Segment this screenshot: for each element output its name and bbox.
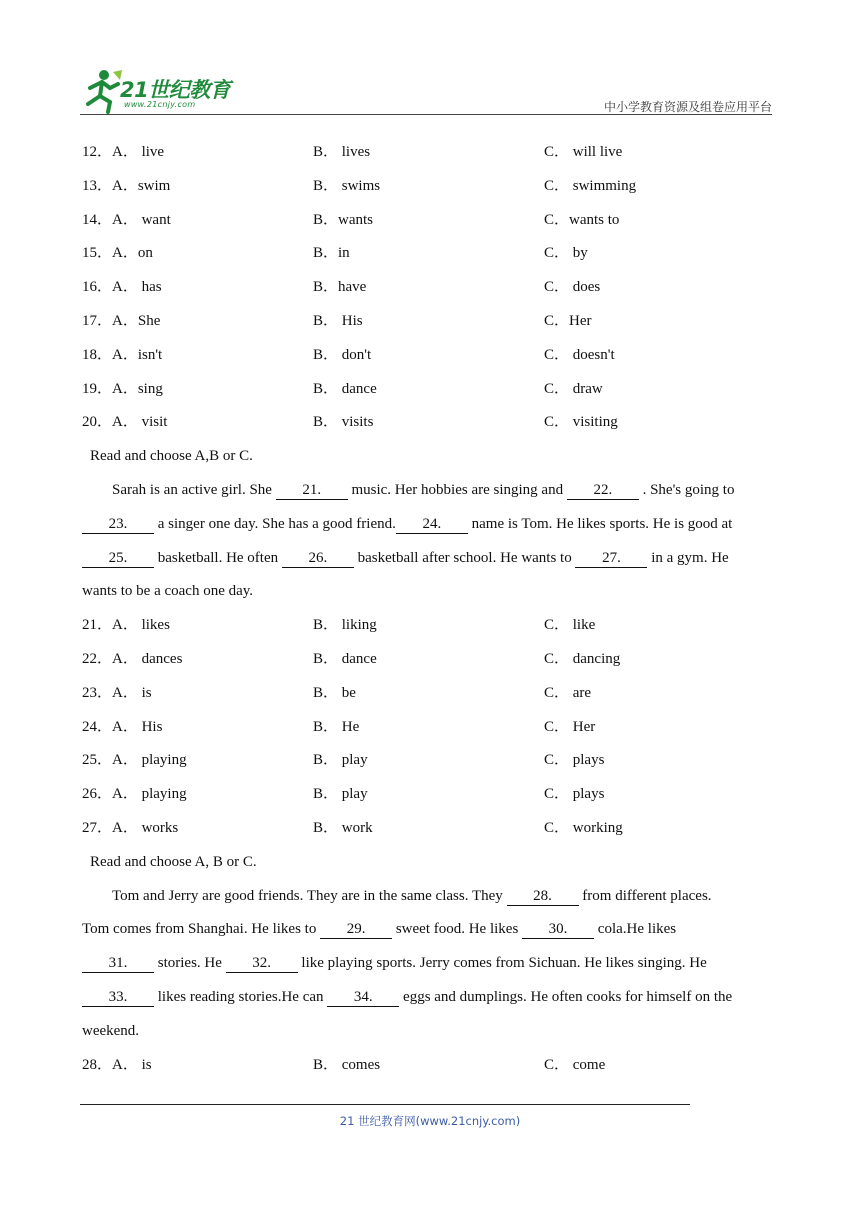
option-c[interactable]: C．wants to xyxy=(544,211,620,228)
answer-blank[interactable]: 27. xyxy=(575,549,647,568)
option-c[interactable]: C．Her xyxy=(544,312,592,329)
passage-line xyxy=(82,981,782,1015)
option-a-cell xyxy=(82,271,162,305)
answer-blank[interactable]: 34. xyxy=(327,988,399,1007)
passage-line xyxy=(82,1015,782,1049)
question-row xyxy=(82,609,782,643)
passage-text: name is Tom. He likes sports. He is good at xyxy=(467,515,733,532)
exam-content xyxy=(82,136,782,1082)
question-number: 12． xyxy=(82,144,113,160)
option-b[interactable]: B． He xyxy=(313,718,360,735)
passage-line xyxy=(82,913,782,947)
option-a-cell xyxy=(82,643,182,677)
option-a-text[interactable]: A． playing xyxy=(112,786,187,803)
option-a-text[interactable]: A．isn't xyxy=(112,346,163,363)
option-a-text[interactable]: A． visit xyxy=(112,414,168,431)
logo-url: www.21cnjy.com xyxy=(124,100,196,109)
option-c[interactable]: C． working xyxy=(544,819,623,836)
option-a-text[interactable]: A．She xyxy=(112,312,161,329)
passage-text: basketball after school. He wants to xyxy=(353,549,576,566)
option-a-cell xyxy=(82,305,160,339)
question-row xyxy=(82,812,782,846)
passage-text: music. Her hobbies are singing and xyxy=(347,481,567,498)
passage-text: likes reading stories.He can xyxy=(154,988,328,1005)
option-c[interactable]: C． Her xyxy=(544,718,596,735)
question-number: 20． xyxy=(82,414,113,431)
option-a-cell xyxy=(82,677,152,711)
option-b[interactable]: B．in xyxy=(313,245,350,262)
passage-sarah xyxy=(82,474,782,609)
passage-tom-jerry xyxy=(82,880,782,1049)
option-b[interactable]: B． work xyxy=(313,819,373,836)
question-number: 15． xyxy=(82,245,113,262)
passage-text: a singer one day. She has a good friend. xyxy=(154,515,396,532)
question-row xyxy=(82,643,782,677)
question-number: 27． xyxy=(82,819,113,836)
passage-line xyxy=(82,474,782,508)
option-c[interactable]: C． draw xyxy=(544,380,603,397)
option-a-text[interactable]: A．swim xyxy=(112,177,171,194)
question-row xyxy=(82,237,782,271)
passage-text: from different places. xyxy=(578,887,712,904)
option-b[interactable]: B． don't xyxy=(313,346,372,363)
question-row xyxy=(82,373,782,407)
question-row xyxy=(82,677,782,711)
answer-blank[interactable]: 25. xyxy=(82,549,154,568)
question-row xyxy=(82,170,782,204)
option-a-cell xyxy=(82,778,187,812)
answer-blank[interactable]: 21. xyxy=(276,481,348,500)
option-c[interactable]: C． plays xyxy=(544,752,605,769)
question-number: 23． xyxy=(82,684,113,701)
footer-text: 21 世纪教育网(www.21cnjy.com) xyxy=(339,1114,521,1128)
question-row xyxy=(82,744,782,778)
option-b[interactable]: B． be xyxy=(313,684,356,701)
passage-line xyxy=(82,575,782,609)
passage-text: stories. He xyxy=(154,955,226,972)
question-number: 26． xyxy=(82,786,113,803)
option-b[interactable]: B． play xyxy=(313,752,368,769)
question-row xyxy=(82,136,782,170)
option-a-text[interactable]: A． want xyxy=(112,211,171,228)
option-a-cell xyxy=(82,711,162,745)
answer-blank[interactable]: 23. xyxy=(82,515,154,534)
passage-text: cola.He likes xyxy=(594,921,677,938)
passage-text: Sarah is an active girl. She xyxy=(112,481,276,498)
option-c[interactable]: C． dancing xyxy=(544,650,621,667)
passage-text: weekend. xyxy=(82,1022,140,1039)
option-a-cell xyxy=(82,170,170,204)
answer-blank[interactable]: 24. xyxy=(396,515,468,534)
answer-blank[interactable]: 32. xyxy=(226,954,298,973)
option-c[interactable]: C． like xyxy=(544,617,596,634)
passage-line xyxy=(82,947,782,981)
logo xyxy=(80,68,250,114)
answer-blank[interactable]: 31. xyxy=(82,954,154,973)
option-b[interactable]: B．wants xyxy=(313,211,374,228)
passage-text: sweet food. He likes xyxy=(392,921,523,938)
question-number: 25． xyxy=(82,752,113,769)
option-b[interactable]: B． dance xyxy=(313,650,377,667)
option-b[interactable]: B． lives xyxy=(313,144,371,160)
option-a-text[interactable]: A．on xyxy=(112,245,153,262)
question-number: 21． xyxy=(82,617,113,634)
runner-logo-icon xyxy=(80,68,124,114)
answer-blank[interactable]: 28. xyxy=(507,887,579,906)
option-a-text[interactable]: A． is xyxy=(112,1056,152,1073)
logo-text: 21世纪教育 xyxy=(120,78,231,102)
answer-blank[interactable]: 26. xyxy=(282,549,354,568)
option-c[interactable]: C． doesn't xyxy=(544,346,615,363)
option-b[interactable]: B．have xyxy=(313,279,367,296)
question-row xyxy=(82,339,782,373)
question-row xyxy=(82,778,782,812)
passage-line xyxy=(82,542,782,576)
option-a-text[interactable]: A． His xyxy=(112,718,163,735)
passage-text: basketball. He often xyxy=(154,549,282,566)
section-title: Read and choose A,B or C. xyxy=(90,448,253,465)
passage-text: in a gym. He xyxy=(647,549,729,566)
option-c[interactable]: C． by xyxy=(544,245,588,262)
question-number: 14． xyxy=(82,211,113,228)
option-a-text[interactable]: A． has xyxy=(112,279,162,296)
option-b[interactable]: B． visits xyxy=(313,414,374,431)
option-a-text[interactable]: A． works xyxy=(112,819,179,836)
question-row xyxy=(82,1049,782,1083)
passage-line xyxy=(82,508,782,542)
option-b[interactable]: B． play xyxy=(313,786,368,803)
answer-blank[interactable]: 22. xyxy=(567,481,639,500)
answer-blank[interactable]: 29. xyxy=(320,920,392,939)
question-number: 22． xyxy=(82,650,113,667)
passage-text: wants to be a coach one day. xyxy=(82,583,254,600)
option-a-text[interactable]: A． dances xyxy=(112,650,183,667)
question-number: 17． xyxy=(82,312,113,329)
question-number: 28． xyxy=(82,1056,113,1073)
question-row xyxy=(82,271,782,305)
passage-text: eggs and dumplings. He often cooks for himself on the xyxy=(399,988,733,1005)
option-a-cell xyxy=(82,812,178,846)
passage-text: Tom comes from Shanghai. He likes to xyxy=(82,921,321,938)
options-group-28 xyxy=(82,1049,782,1083)
option-a-cell xyxy=(82,406,167,440)
options-group-21-27 xyxy=(82,609,782,846)
option-a-cell xyxy=(82,339,162,373)
option-a-cell xyxy=(82,136,164,170)
question-row xyxy=(82,305,782,339)
passage-line xyxy=(82,880,782,914)
page-header xyxy=(80,64,772,116)
option-a-cell xyxy=(82,744,187,778)
option-a-text[interactable]: A． likes xyxy=(112,617,170,634)
option-b[interactable]: B． liking xyxy=(313,617,377,634)
option-a-cell xyxy=(82,237,153,271)
question-number: 16． xyxy=(82,279,113,296)
option-b[interactable]: B． dance xyxy=(313,380,377,397)
option-b[interactable]: B． swims xyxy=(313,177,381,194)
header-divider xyxy=(80,114,772,115)
passage-text: like playing sports. Jerry comes from Sichuan. He likes singing. He xyxy=(297,955,707,972)
option-a-cell xyxy=(82,204,171,238)
option-b[interactable]: B． His xyxy=(313,312,363,329)
option-a-cell xyxy=(82,1049,152,1083)
passage-text: Tom and Jerry are good friends. They are in the same class. They xyxy=(112,887,507,904)
option-a-cell xyxy=(82,609,170,643)
option-c[interactable]: C． will live xyxy=(544,144,623,160)
section-title: Read and choose A, B or C. xyxy=(90,853,257,870)
options-group-12-20 xyxy=(82,136,782,440)
option-b[interactable]: B． comes xyxy=(313,1056,381,1073)
option-a-text[interactable]: A． is xyxy=(112,684,152,701)
question-row xyxy=(82,204,782,238)
question-number: 18． xyxy=(82,346,113,363)
question-number: 13． xyxy=(82,177,113,194)
question-number: 24． xyxy=(82,718,113,735)
option-c[interactable]: C． come xyxy=(544,1056,606,1073)
option-c[interactable]: C． swimming xyxy=(544,177,637,194)
option-a-text[interactable]: A． playing xyxy=(112,752,187,769)
passage-text: . She's going to xyxy=(638,481,735,498)
option-c[interactable]: C． are xyxy=(544,684,592,701)
footer-divider xyxy=(80,1104,690,1105)
question-row xyxy=(82,711,782,745)
header-platform-text: 中小学教育资源及组卷应用平台 xyxy=(603,100,772,114)
option-a-text[interactable]: A． live xyxy=(112,144,165,160)
option-c[interactable]: C． visiting xyxy=(544,414,618,431)
answer-blank[interactable]: 30. xyxy=(522,920,594,939)
option-a-text[interactable]: A．sing xyxy=(112,380,163,397)
answer-blank[interactable]: 33. xyxy=(82,988,154,1007)
option-a-cell xyxy=(82,373,163,407)
option-c[interactable]: C． plays xyxy=(544,786,605,803)
question-row xyxy=(82,406,782,440)
option-c[interactable]: C． does xyxy=(544,279,601,296)
question-number: 19． xyxy=(82,380,113,397)
